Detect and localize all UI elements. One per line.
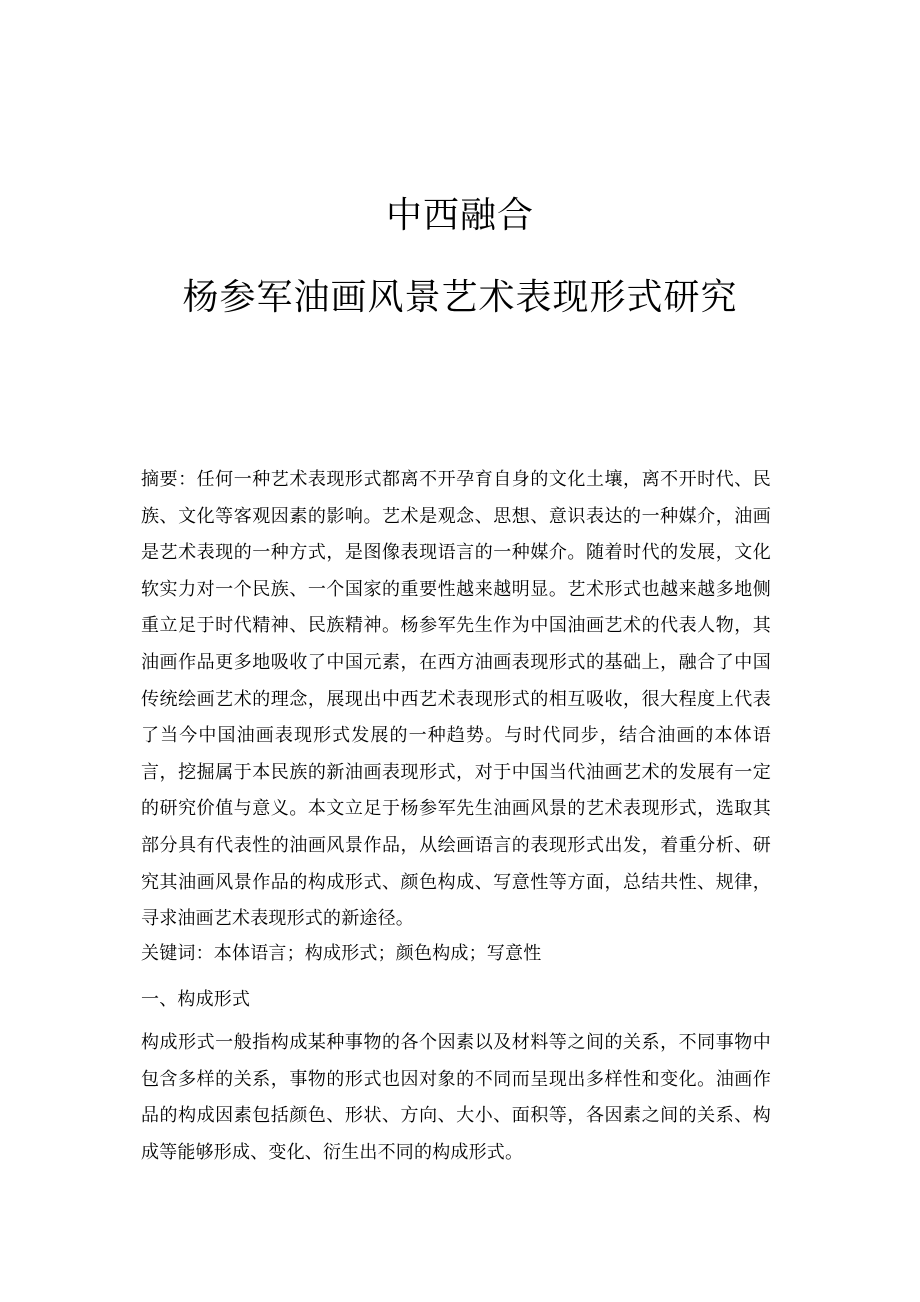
keywords-line: 关键词：本体语言；构成形式；颜色构成；写意性 — [141, 943, 542, 964]
title-line-1: 中西融合 — [385, 195, 534, 236]
abstract-paragraph: 摘要：任何一种艺术表现形式都离不开孕育自身的文化土壤，离不开时代、民族、文化等客观因素的影响。艺术是观念、思想、意识表达的一种媒介，油画是艺术表现的一种方式，是图像表现语言的一种媒介。随着时代的发展，文化软实力对一个民族、一个国家的重要性越来越明显。艺术形式也越来越多地侧重立足于时代精神、民族精神。杨参军先生作为中国油画艺术的代表人物，其油画作品更多地吸收了中国元素，在西方油画表现形式的基础上，融合了中国传统绘画艺术的理念，展现出中西艺术表现形式的相互吸收，很大程度上代表了当今中国油画表现形式发展的一种趋势。与时代同步，结合油画的本体语言，挖掘属于本民族的新油画表现形式，对于中国当代油画艺术的发展有一定的研究价值与意义。本文立足于杨参军先生油画风景的艺术表现形式，选取其部分具有代表性的油画风景作品，从绘画语言的表现形式出发，着重分析、研究其油画风景作品的构成形式、颜色构成、写意性等方面，总结共性、规律，寻求油画艺术表现形式的新途径。 — [141, 469, 771, 930]
title-line-2: 杨参军油画风景艺术表现形式研究 — [182, 277, 738, 318]
section-heading: 一、构成形式 — [141, 989, 251, 1010]
section-paragraph: 构成形式一般指构成某种事物的各个因素以及材料等之间的关系，不同事物中包含多样的关系，事物的形式也因对象的不同而呈现出多样性和变化。油画作品的构成因素包括颜色、形状、方向、大小、面积等，各因素之间的关系、构成等能够形成、变化、衍生出不同的构成形式。 — [141, 1032, 771, 1163]
